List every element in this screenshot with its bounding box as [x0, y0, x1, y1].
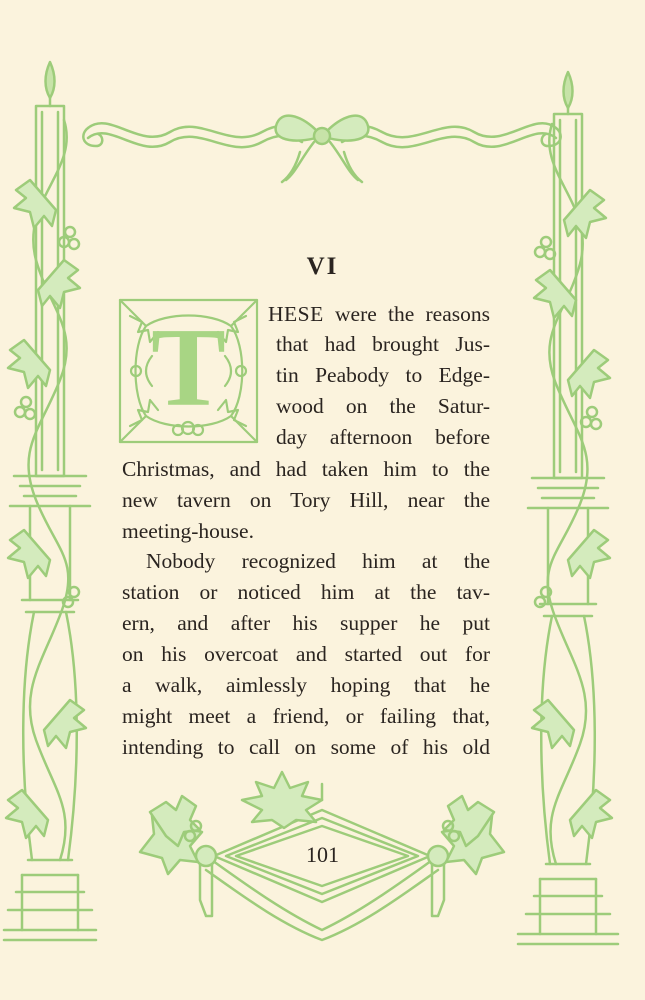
- first-line-rest: were the reasons: [335, 302, 490, 326]
- text-line: that had brought Jus-: [276, 332, 490, 356]
- text-line: meeting-house.: [122, 519, 254, 543]
- text-line: Nobody recognized him at the: [146, 549, 490, 573]
- text-line: tin Peabody to Edge-: [276, 363, 490, 387]
- text-line: on his overcoat and started out for: [122, 642, 490, 666]
- text-line: station or noticed him at the tav-: [122, 580, 490, 604]
- text-line: day afternoon before: [276, 425, 490, 449]
- text-line: intending to call on some of his old: [122, 735, 490, 759]
- text-line: Christmas, and had taken him to the: [122, 457, 490, 481]
- text-line: [268, 302, 490, 327]
- text-line: wood on the Satur-: [276, 394, 490, 418]
- text-line: ern, and after his supper he put: [122, 611, 490, 635]
- left-candle-icon: [4, 62, 96, 940]
- drop-cap-letter: T: [151, 306, 226, 430]
- first-word-small-caps: HESE: [268, 302, 324, 326]
- ribbon-bow-icon: [83, 116, 560, 182]
- text-line: a walk, aimlessly hoping that he: [122, 673, 490, 697]
- page-number: 101: [306, 842, 339, 867]
- right-candle-icon: [518, 72, 618, 944]
- drop-cap: [116, 296, 261, 446]
- text-line: might meet a friend, or failing that,: [122, 704, 490, 728]
- text-line: new tavern on Tory Hill, near the: [122, 488, 490, 512]
- chapter-heading: VI: [306, 253, 339, 280]
